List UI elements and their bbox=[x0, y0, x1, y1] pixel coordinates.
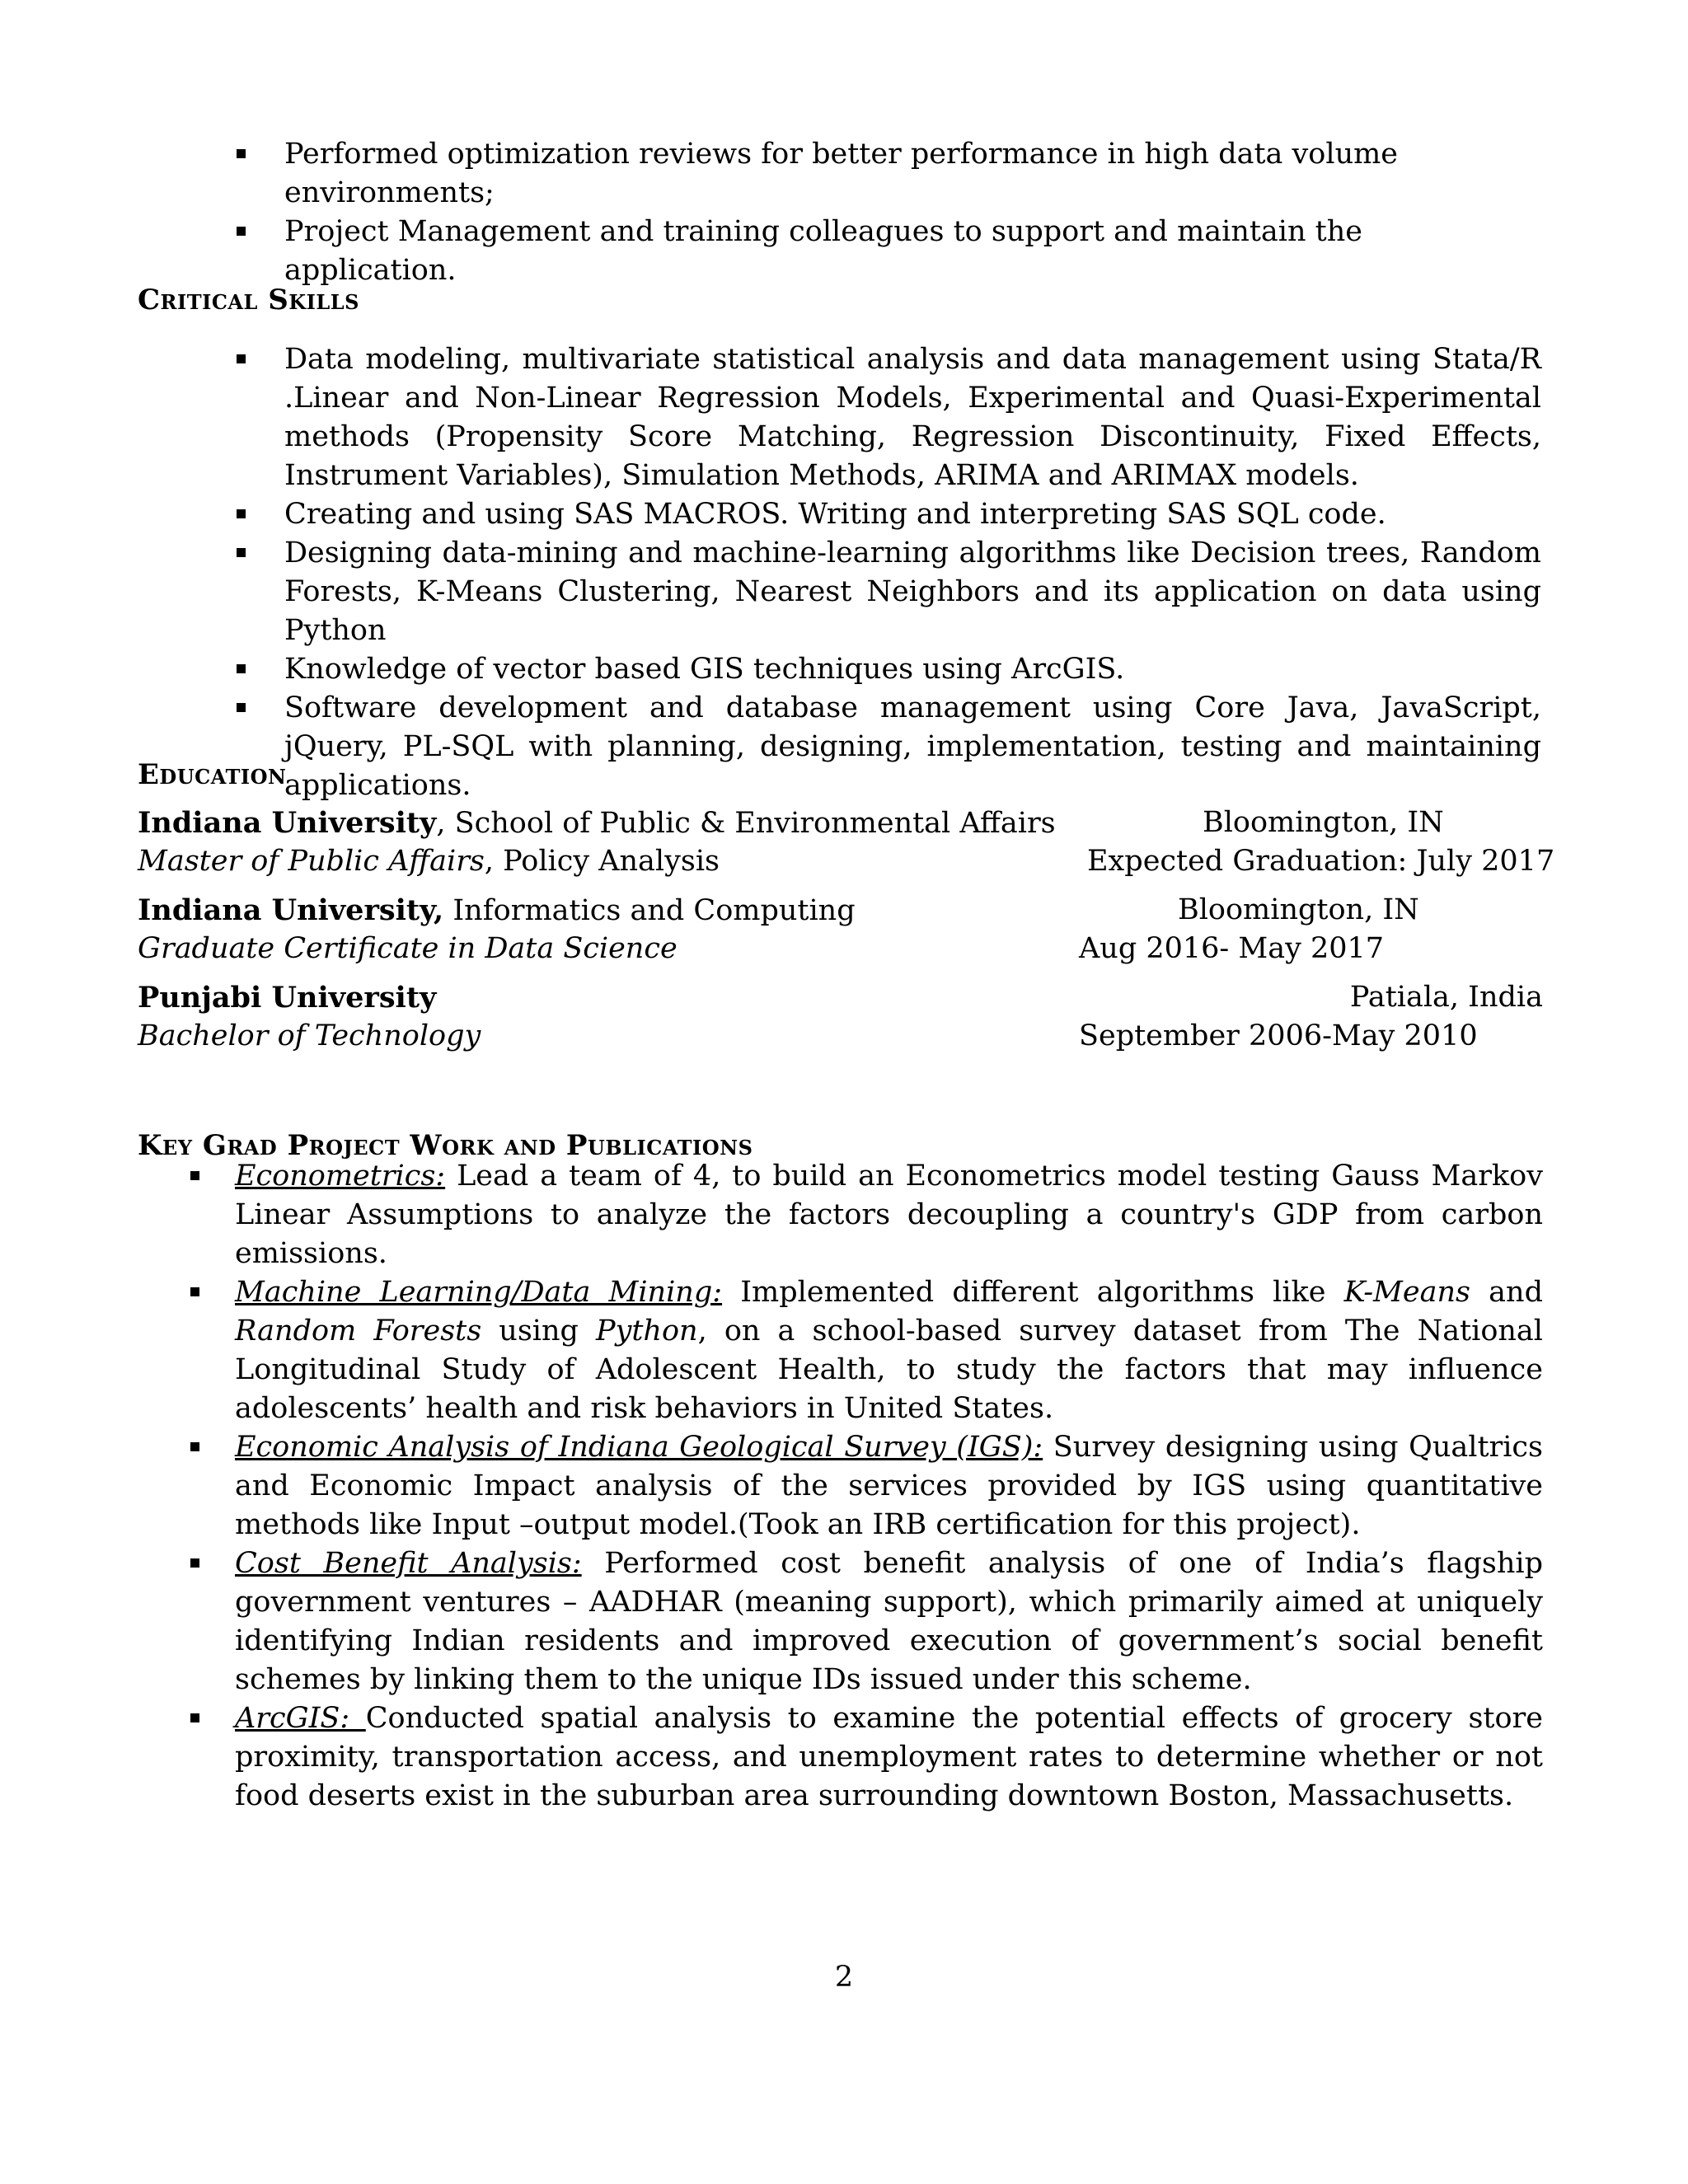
project-title: Econometrics: bbox=[235, 1160, 446, 1193]
list-item bbox=[284, 495, 1541, 534]
square-bullet-icon bbox=[237, 703, 246, 712]
school-row bbox=[138, 891, 1543, 930]
square-bullet-icon bbox=[237, 354, 246, 363]
list-item bbox=[284, 689, 1541, 805]
project-text: using bbox=[481, 1315, 597, 1347]
list-item bbox=[235, 1273, 1543, 1428]
list-item bbox=[235, 1428, 1543, 1544]
school-detail: Informatics and Computing bbox=[443, 894, 856, 927]
project-text: , on a school-based survey dataset from The National Longitudinal Study of Adolescent Health, to study the factors that may influence adolescents’ health and risk behaviors in United States. bbox=[235, 1315, 1543, 1425]
critical-skills-list bbox=[284, 340, 1541, 805]
degree-name: Bachelor of Technology bbox=[138, 1019, 481, 1052]
school-name: Indiana University, bbox=[138, 893, 444, 927]
degree-row bbox=[138, 842, 1555, 881]
education-entry bbox=[138, 891, 1543, 968]
square-bullet-icon bbox=[190, 1558, 199, 1568]
critical-skills-heading: Critical Skills bbox=[138, 284, 359, 316]
degree-row bbox=[138, 930, 1543, 968]
school-name: Punjabi University bbox=[138, 981, 437, 1015]
project-title: Machine Learning/Data Mining: bbox=[235, 1276, 723, 1309]
square-bullet-icon bbox=[237, 227, 246, 236]
education-entry bbox=[138, 978, 1543, 1056]
skill-text: Knowledge of vector based GIS techniques using ArcGIS. bbox=[284, 653, 1125, 686]
degree-name: Graduate Certificate in Data Science bbox=[138, 932, 678, 965]
education-entry bbox=[138, 804, 1555, 881]
list-item bbox=[284, 534, 1541, 650]
square-bullet-icon bbox=[237, 149, 246, 158]
list-item bbox=[284, 213, 1541, 290]
school-name: Indiana University bbox=[138, 806, 437, 840]
list-item bbox=[235, 1544, 1543, 1699]
bullet-text: Performed optimization reviews for better performance in high data volume environments; bbox=[284, 138, 1399, 209]
school-location: Patiala, India bbox=[1349, 981, 1543, 1014]
project-emphasis: Python bbox=[596, 1315, 698, 1347]
school-row bbox=[138, 978, 1543, 1017]
projects-list bbox=[235, 1157, 1543, 1816]
school-detail: , School of Public & Environmental Affairs bbox=[436, 807, 1056, 840]
project-text: Conducted spatial analysis to examine the potential effects of grocery store proximity, transportation access, and unemployment rates to determine whether or not food deserts exist in the suburban area surrounding downtown Boston, Massachusetts. bbox=[235, 1702, 1543, 1812]
square-bullet-icon bbox=[237, 509, 246, 518]
square-bullet-icon bbox=[190, 1287, 199, 1296]
school-location: Bloomington, IN bbox=[1203, 806, 1444, 839]
degree-dates: Aug 2016- May 2017 bbox=[1079, 932, 1385, 965]
square-bullet-icon bbox=[237, 664, 246, 673]
school-location: Bloomington, IN bbox=[1178, 893, 1419, 926]
degree-detail: , Policy Analysis bbox=[484, 845, 720, 878]
project-text: Performed cost benefit analysis of one of India’s flagship government ventures – AADHAR (meaning support), which primarily aimed at uniquely identifying Indian residents and improved execution of government’s social benefit schemes by linking them to the unique IDs issued under this scheme. bbox=[235, 1547, 1543, 1696]
list-item bbox=[284, 650, 1541, 689]
degree-dates: September 2006-May 2010 bbox=[1079, 1019, 1478, 1052]
project-emphasis: K-Means bbox=[1343, 1276, 1470, 1309]
degree-name: Master of Public Affairs bbox=[138, 845, 485, 878]
square-bullet-icon bbox=[190, 1171, 199, 1180]
list-item bbox=[284, 135, 1541, 213]
list-item bbox=[235, 1699, 1543, 1816]
skill-text: Software development and database management using Core Java, JavaScript, jQuery, PL-SQL with planning, designing, implementation, testing and maintaining applications. bbox=[284, 691, 1541, 802]
page-number: 2 bbox=[834, 1961, 854, 1994]
school-row bbox=[138, 804, 1543, 842]
education-heading: Education bbox=[138, 758, 287, 791]
project-text: Lead a team of 4, to build an Econometrics model testing Gauss Markov Linear Assumptions to analyze the factors decoupling a country's GDP from carbon emissions. bbox=[235, 1160, 1543, 1270]
degree-row bbox=[138, 1017, 1543, 1056]
skill-text: Data modeling, multivariate statistical analysis and data management using Stata/R .Linear and Non-Linear Regression Models, Experimental and Quasi-Experimental methods (Propensity Score Matching, Regression Discontinuity, Fixed Effects, Instrument Variables), Simulation Methods, ARIMA and ARIMAX models. bbox=[284, 343, 1541, 492]
list-item bbox=[235, 1157, 1543, 1273]
skill-text: Creating and using SAS MACROS. Writing and interpreting SAS SQL code. bbox=[284, 498, 1386, 531]
project-title: ArcGIS: bbox=[235, 1702, 366, 1735]
square-bullet-icon bbox=[190, 1442, 199, 1451]
project-title: Cost Benefit Analysis: bbox=[235, 1547, 582, 1580]
degree-dates: Expected Graduation: July 2017 bbox=[1087, 845, 1555, 878]
project-title: Economic Analysis of Indiana Geological Survey (IGS): bbox=[235, 1431, 1043, 1464]
square-bullet-icon bbox=[237, 548, 246, 557]
square-bullet-icon bbox=[190, 1713, 199, 1722]
intro-bullet-list bbox=[284, 135, 1541, 290]
project-text: Implemented different algorithms like bbox=[722, 1276, 1344, 1309]
project-text: Survey designing using Qualtrics and Economic Impact analysis of the services provided by IGS using quantitative methods like Input –output model.(Took an IRB certification for this project). bbox=[235, 1431, 1543, 1541]
list-item bbox=[284, 340, 1541, 495]
project-emphasis: Random Forests bbox=[235, 1315, 482, 1347]
skill-text: Designing data-mining and machine-learning algorithms like Decision trees, Random Forests, K-Means Clustering, Nearest Neighbors and its application on data using Python bbox=[284, 537, 1541, 647]
projects-heading: Key Grad Project Work and Publications bbox=[138, 1129, 753, 1162]
project-text: and bbox=[1470, 1276, 1543, 1309]
bullet-text: Project Management and training colleagues to support and maintain the application. bbox=[284, 215, 1362, 287]
